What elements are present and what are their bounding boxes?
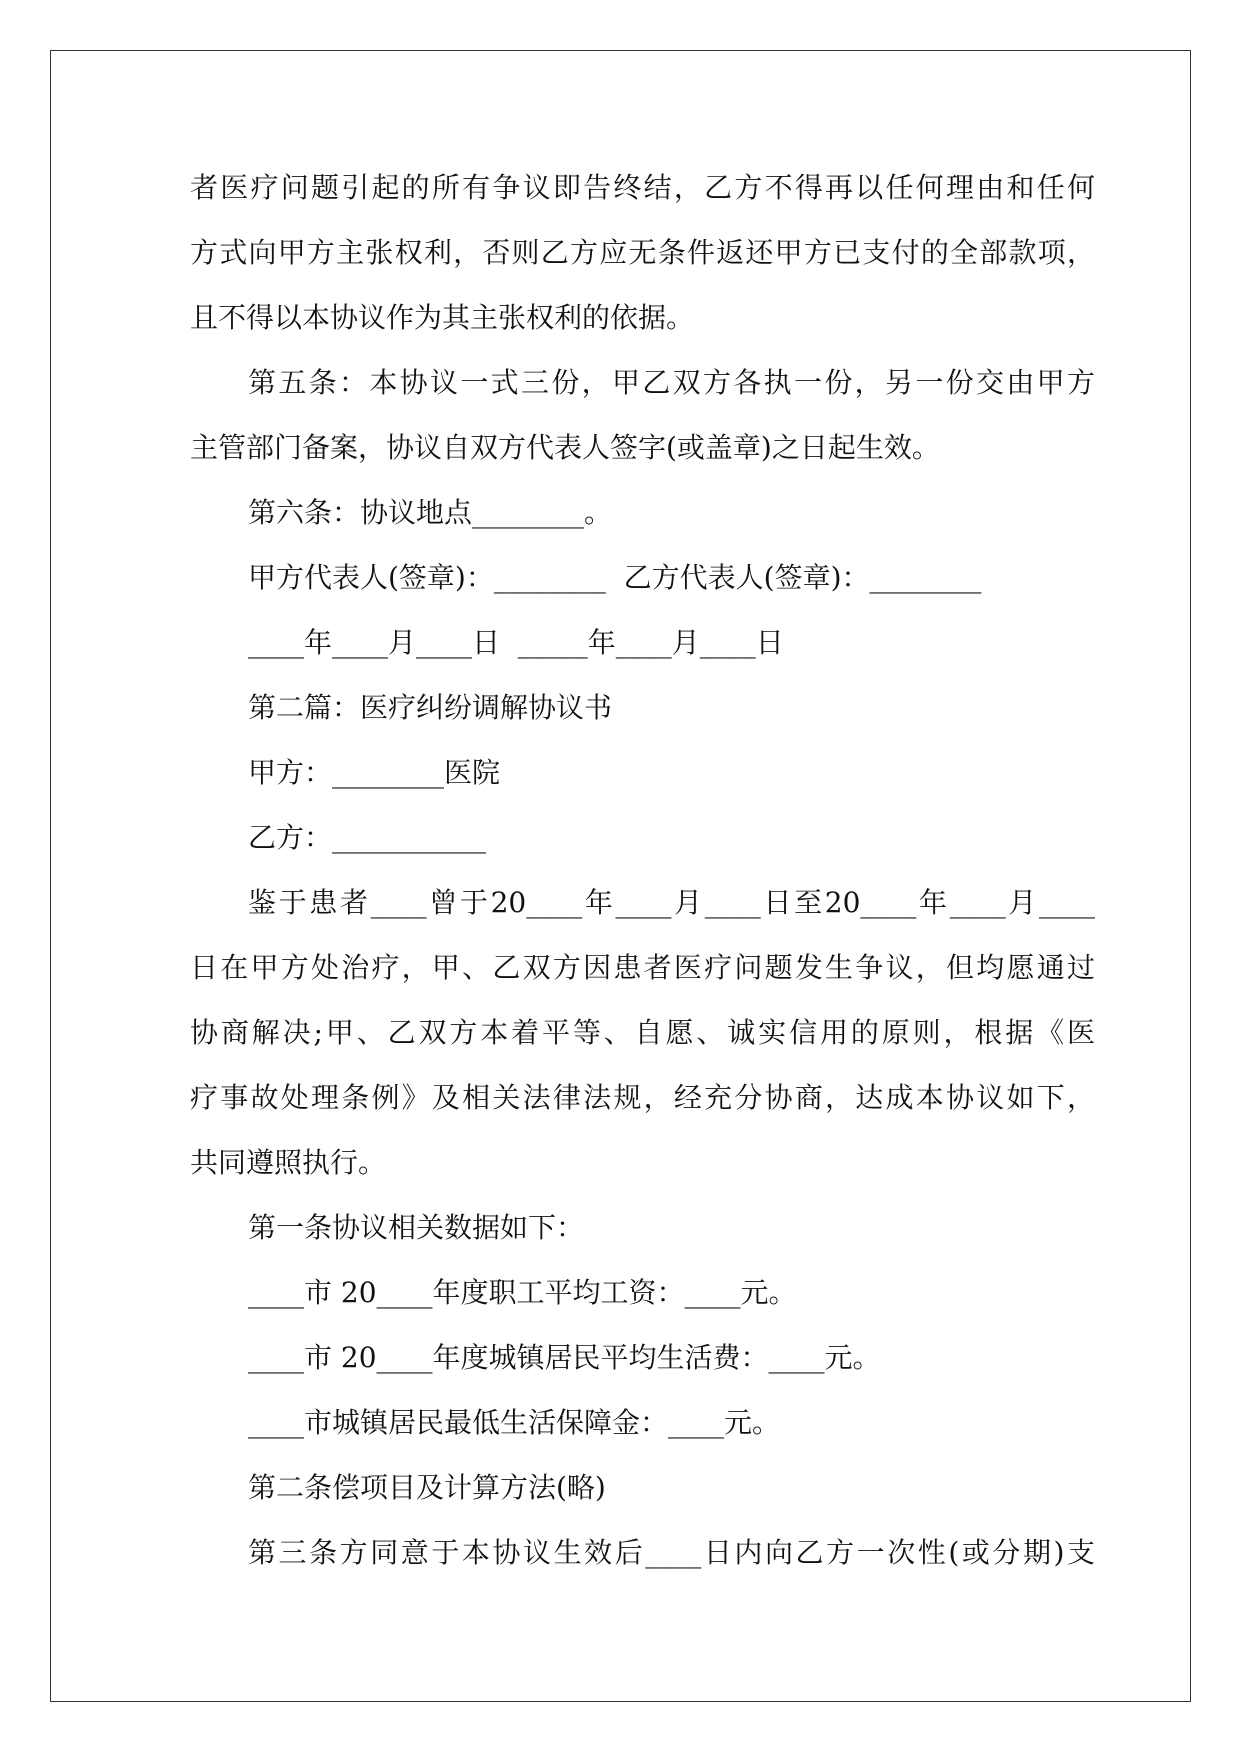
- date-line: ____年____月____日 _____年____月____日: [248, 626, 784, 659]
- article-1-heading: 第一条协议相关数据如下：: [248, 1211, 585, 1244]
- text-line: 方式向甲方主张权利，否则乙方应无条件返还甲方已支付的全部款项，: [190, 236, 1095, 269]
- article-6-location: 第六条：协议地点________。: [248, 496, 613, 529]
- text-line: 疗事故处理条例》及相关法律法规，经充分协商，达成本协议如下，: [190, 1081, 1095, 1114]
- signature-line: 甲方代表人(签章)：________ 乙方代表人(签章)：________: [248, 561, 982, 594]
- document-body: [190, 155, 1095, 1585]
- text-line: 日在甲方处治疗，甲、乙双方因患者医疗问题发生争议，但均愿通过: [190, 951, 1095, 984]
- text-line: 共同遵照执行。: [190, 1146, 387, 1179]
- article-3-line: 第三条方同意于本协议生效后____日内向乙方一次性(或分期)支: [248, 1536, 1095, 1569]
- party-a: 甲方：________医院: [248, 756, 501, 789]
- data-item-living-cost: ____市 20____年度城镇居民平均生活费：____元。: [248, 1341, 881, 1374]
- text-line: 主管部门备案，协议自双方代表人签字(或盖章)之日起生效。: [190, 431, 940, 464]
- preamble-line: 鉴于患者____曾于20____年____月____日至20____年____月____: [248, 886, 1095, 919]
- section-title: 第二篇：医疗纠纷调解协议书: [248, 691, 613, 724]
- text-line: 协商解决;甲、乙双方本着平等、自愿、诚实信用的原则，根据《医: [190, 1016, 1095, 1049]
- data-item-wage: ____市 20____年度职工平均工资：____元。: [248, 1276, 797, 1309]
- text-line: 且不得以本协议作为其主张权利的依据。: [190, 301, 695, 334]
- text-line: 者医疗问题引起的所有争议即告终结，乙方不得再以任何理由和任何: [190, 171, 1095, 204]
- article-2-heading: 第二条偿项目及计算方法(略): [248, 1471, 606, 1504]
- article-5-heading: 第五条：本协议一式三份，甲乙双方各执一份，另一份交由甲方: [248, 366, 1095, 399]
- data-item-min-security: ____市城镇居民最低生活保障金：____元。: [248, 1406, 781, 1439]
- party-b: 乙方：___________: [248, 821, 487, 854]
